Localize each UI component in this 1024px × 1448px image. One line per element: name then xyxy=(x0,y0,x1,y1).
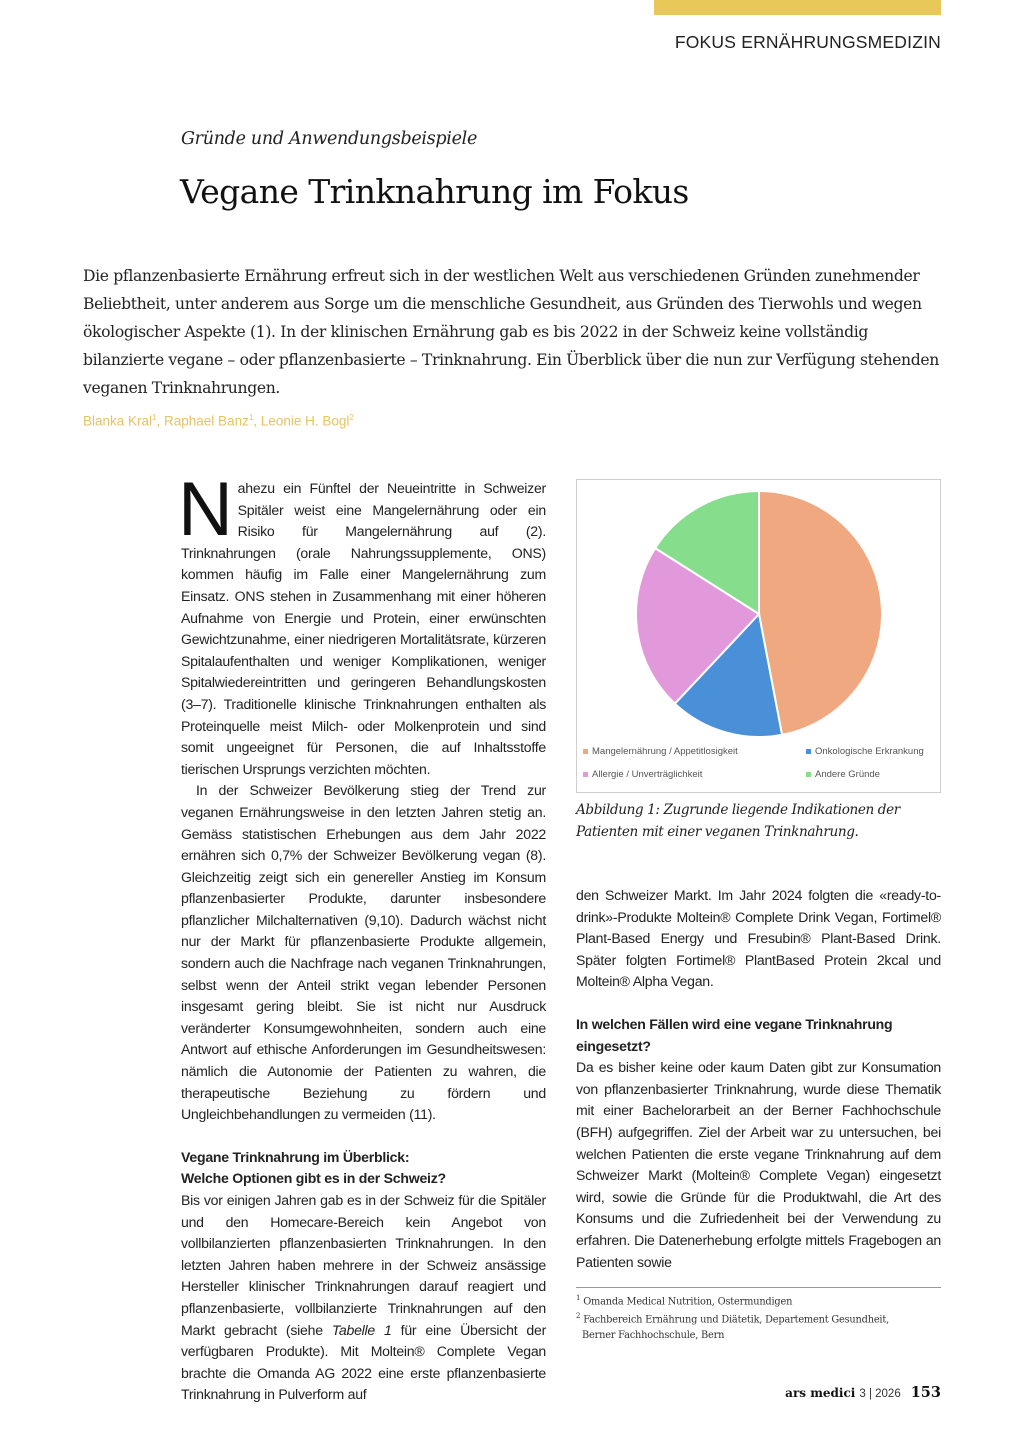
footnote xyxy=(576,1309,941,1327)
footnote-mark: 1 xyxy=(576,1294,581,1302)
journal-name: ars medici xyxy=(785,1386,856,1400)
drop-cap: N xyxy=(178,467,233,552)
body-paragraph xyxy=(181,1190,546,1406)
table-reference: Tabelle 1 xyxy=(331,1321,392,1338)
footnote-mark: 2 xyxy=(576,1312,581,1321)
section-heading xyxy=(181,1147,546,1190)
legend-label: Allergie / Unverträglichkeit xyxy=(592,769,703,780)
article-lead: Die pflanzenbasierte Ernährung erfreut sich in der westlichen Welt aus verschiedenen Gründen zunehmender Beliebtheit, unter anderem aus Sorge um die menschliche Gesundheit, aus Gründen des Tierwohls und wegen ökologischer Aspekte (1). In der klinischen Ernährung gab es bis 2022 in der Schweiz keine vollständig bilanzierte vegane – oder pflanzenbasierte – Trinknahrung. Ein Überblick über die nun zur Verfügung stehenden veganen Trinknahrungen. xyxy=(83,267,939,397)
article-kicker: Gründe und Anwendungsbeispiele xyxy=(181,129,478,149)
legend-swatch xyxy=(806,749,811,754)
section-label: FOKUS ERNÄHRUNGSMEDIZIN xyxy=(674,32,941,52)
author-line xyxy=(83,413,354,429)
legend-swatch xyxy=(583,772,588,777)
author-name: Blanka Kral xyxy=(83,413,153,429)
legend-item xyxy=(583,746,738,757)
page-number: 153 xyxy=(910,1384,941,1401)
body-paragraph xyxy=(178,467,546,780)
body-column-left xyxy=(178,467,547,1406)
author-affiliation: 1 xyxy=(152,413,157,422)
heading-line: Welche Optionen gibt es in der Schweiz? xyxy=(181,1170,446,1187)
footnote-text: Omanda Medical Nutrition, Ostermundigen xyxy=(583,1296,793,1308)
section-heading: In welchen Fällen wird eine vegane Trinknahrung eingesetzt? xyxy=(576,1015,893,1054)
legend-label: Onkologische Erkrankung xyxy=(815,746,924,757)
author-separator: , xyxy=(253,413,261,429)
legend-swatch xyxy=(806,772,811,777)
heading-line: Vegane Trinknahrung im Überblick: xyxy=(181,1148,410,1165)
footnote xyxy=(576,1291,941,1309)
author-affiliation: 1 xyxy=(248,413,254,422)
body-paragraph: In der Schweizer Bevölkerung stieg der Trend zur veganen Ernährungsweise in den letzten Jahren stetig an. Gemäss statistischen Erhebungen aus dem Jahr 2022 ernähren sich 0,7% der Schweizer Bevölkerung vegan (8). Gleichzeitig zeigt sich ein genereller Anstieg im Konsum pflanzenbasierter Produkte, darunter insbesondere pflanzlicher Milchalternativen (9,10). Dadurch wächst nicht nur der Markt für pflanzenbasierte Produkte allgemein, sondern auch die Nachfrage nach veganen Trinknahrungen, selbst wenn der Anteil strikt vegan lebender Personen insgesamt gering bleibt. Sie ist nicht nur Ausdruck veränderter Konsumgewohnheiten, sondern auch eine Antwort auf ethische Anforderungen im Gesundheitswesen: nämlich die Autonomie der Patienten zu wahren, die therapeutische Beziehung zu fördern und Ungleichbehandlungen zu vermeiden (11). xyxy=(181,782,546,1123)
legend-swatch xyxy=(583,749,588,754)
paragraph-text: ahezu ein Fünftel der Neueintritte in Schweizer Spitäler weist eine Mangelernährung oder ein Risiko für Mangelernährung auf (2). Trinknahrungen (orale Nahrungssupplemente, ONS) kommen häufig im Falle einer Mangelernährung zum Einsatz. ONS stehen in Zusammenhang mit einer höheren Aufnahme von Energie und Protein, einer erwünschten Gewichtzunahme, einer niedrigeren Mortalitätsrate, kürzeren Spitalaufenthalten und weniger Komplikationen, weniger Spitalwiedereintritten und geringeren Behandlungskosten (3–7). Traditionelle klinische Trinknahrungen enthalten als Proteinquelle meist Milch- oder Molkenprotein und sind somit ungeeignet für Personen, die auf Inhaltsstoffe tierischen Ursprungs verzichten möchten. xyxy=(181,480,546,777)
pie-slice xyxy=(759,491,882,735)
legend-item xyxy=(583,769,702,780)
legend-label: Andere Gründe xyxy=(815,769,880,780)
legend-item xyxy=(806,769,880,780)
footnote-divider xyxy=(576,1287,941,1288)
body-paragraph: Da es bisher keine oder kaum Daten gibt zur Konsumation von pflanzenbasierter Trinknahrung, wurde diese Thematik mit einer Bachelorarbeit an der Berner Fachhochschule (BFH) aufgegriffen. Ziel der Arbeit war zu untersuchen, bei welchen Patienten die erste vegane Trinknahrung auf dem Schweizer Markt (Moltein® Complete Vegan) eingesetzt wird, sowie die Gründe für die Produktwahl, die Art des Konsums und die Zufriedenheit bei der Verwendung zu erfahren. Die Datenerhebung erfolgte mittels Fragebogen an Patienten sowie xyxy=(576,1059,941,1270)
header-accent-bar xyxy=(654,0,941,15)
footnote-text: Fachbereich Ernährung und Diätetik, Departement Gesundheit, xyxy=(583,1314,890,1326)
body-column-right xyxy=(576,885,941,1273)
issue-number: 3 | 2026 xyxy=(859,1388,901,1400)
author-affiliation: 2 xyxy=(349,413,354,422)
author-name: Raphael Banz xyxy=(164,413,249,429)
page-footer xyxy=(785,1384,941,1401)
footnote-continuation: Berner Fachhochschule, Bern xyxy=(582,1329,725,1341)
footnotes xyxy=(576,1291,941,1343)
author-name: Leonie H. Bogl xyxy=(260,413,350,429)
pie-chart xyxy=(634,489,884,739)
legend-item xyxy=(806,746,924,757)
article-title: Vegane Trinknahrung im Fokus xyxy=(180,172,689,211)
author-separator: , xyxy=(156,413,165,429)
paragraph-text: für eine Übersicht der verfügbaren Produkte). Mit Moltein® Complete Vegan brachte die Omanda AG 2022 eine erste pflanzenbasierte Trinknahrung in Pulverform auf xyxy=(181,1321,547,1403)
paragraph-text: Bis vor einigen Jahren gab es in der Schweiz für die Spitäler und den Homecare-Bereich kein Angebot von vollbilanzierten pflanzenbasierten Trinknahrungen. In den letzten Jahren haben mehrere in der Schweiz ansässige Hersteller klinischer Trinknahrungen darauf reagiert und pflanzenbasierte, vollbilanzierte Trinknahrungen auf den Markt gebracht (siehe xyxy=(181,1192,546,1338)
figure-caption: Abbildung 1: Zugrunde liegende Indikationen der Patienten mit einer veganen Trinknahrung. xyxy=(576,802,900,840)
figure-pie-chart xyxy=(576,479,941,793)
body-paragraph: den Schweizer Markt. Im Jahr 2024 folgten die «ready-to-drink»-Produkte Moltein® Complete Drink Vegan, Fortimel® Plant-Based Energy und Fresubin® Plant-Based Drink. Später folgten Fortimel® PlantBased Protein 2kcal und Moltein® Alpha Vegan. xyxy=(576,887,941,990)
legend-label: Mangelernährung / Appetitlosigkeit xyxy=(592,746,738,757)
